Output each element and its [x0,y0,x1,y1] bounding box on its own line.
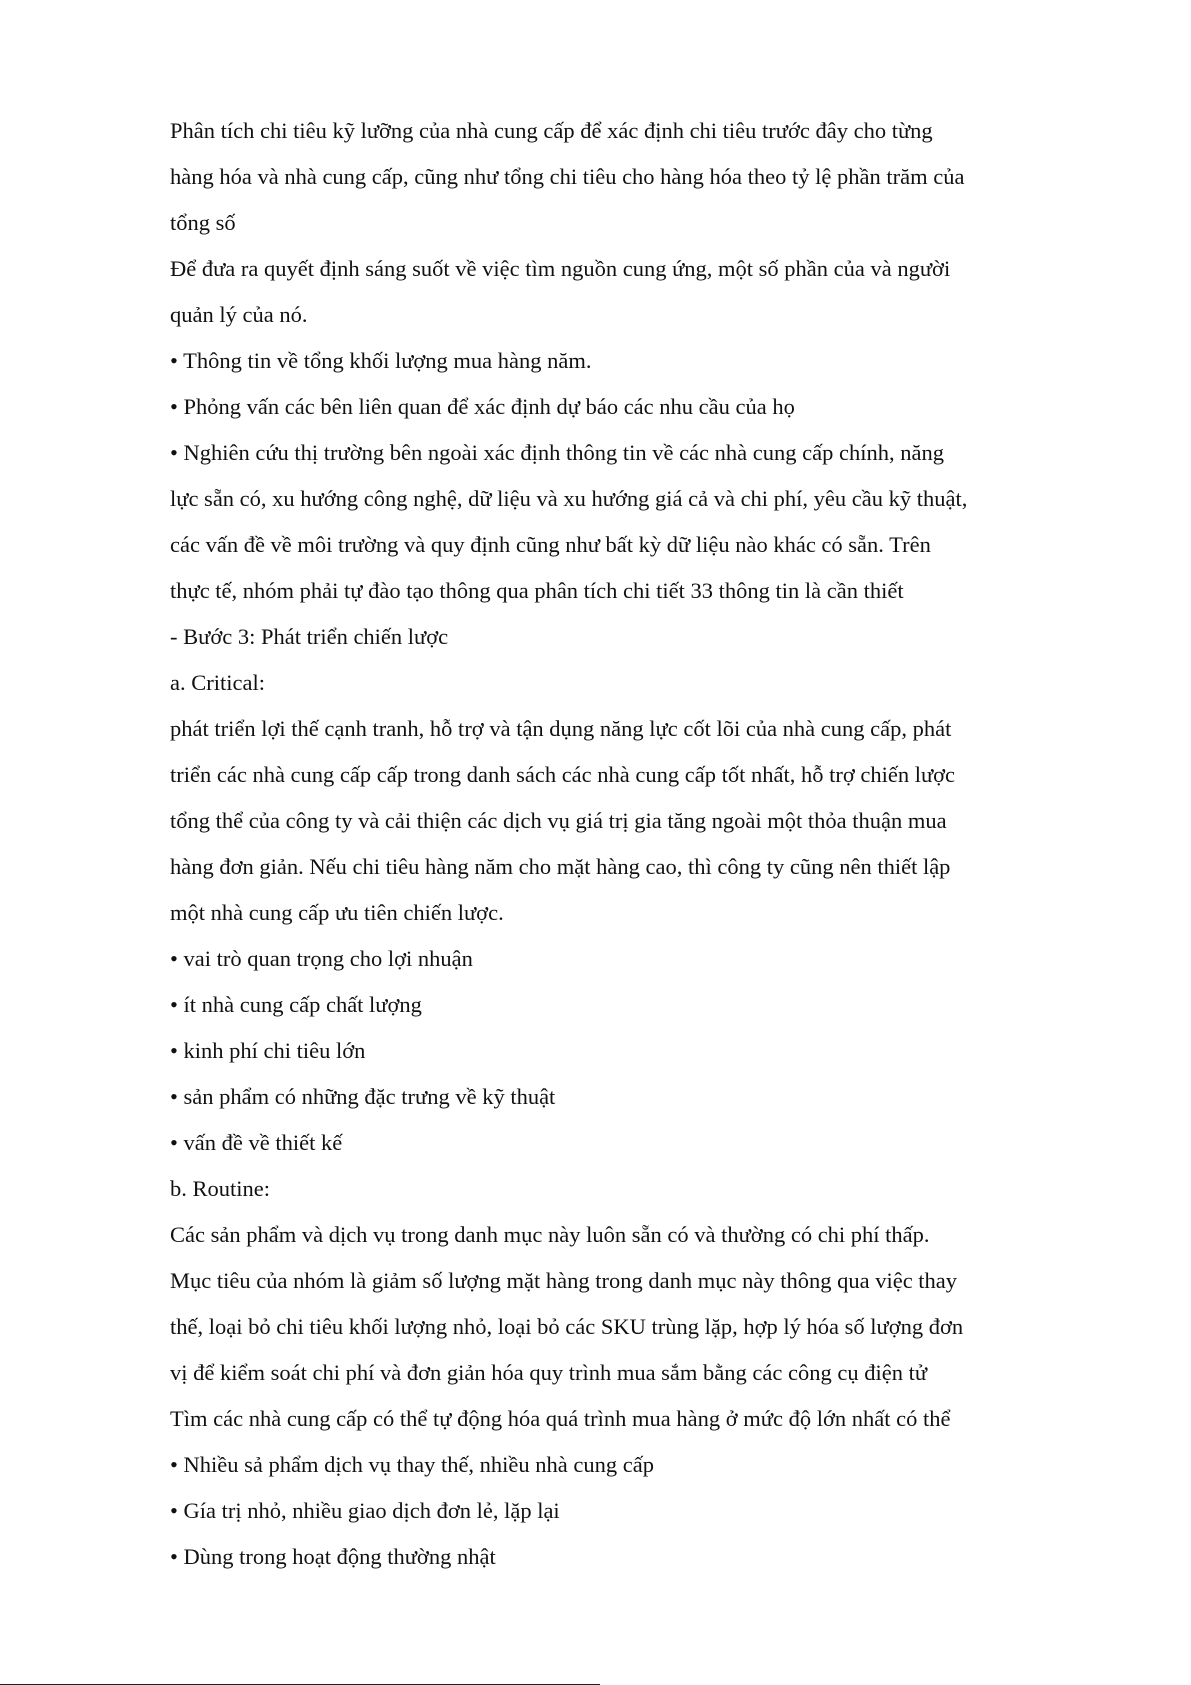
bullet-item: • Nhiều sả phẩm dịch vụ thay thế, nhiều nhà cung cấp [170,1452,654,1477]
document-body [170,108,1030,1580]
body-line: vị để kiểm soát chi phí và đơn giản hóa quy trình mua sắm bằng các công cụ điện tử [170,1360,928,1385]
body-line: Phân tích chi tiêu kỹ lưỡng của nhà cung cấp để xác định chi tiêu trước đây cho từng [170,118,933,143]
bullet-item: • kinh phí chi tiêu lớn [170,1038,366,1063]
bullet-item: • Thông tin về tổng khối lượng mua hàng năm. [170,348,592,373]
body-line: thế, loại bỏ chi tiêu khối lượng nhỏ, loại bỏ các SKU trùng lặp, hợp lý hóa số lượng đơn [170,1314,964,1339]
body-line: hàng đơn giản. Nếu chi tiêu hàng năm cho mặt hàng cao, thì công ty cũng nên thiết lập [170,854,951,879]
body-line: hàng hóa và nhà cung cấp, cũng như tổng chi tiêu cho hàng hóa theo tỷ lệ phần trăm của [170,164,965,189]
bullet-item: • ít nhà cung cấp chất lượng [170,992,422,1017]
bullet-item: • Nghiên cứu thị trường bên ngoài xác định thông tin về các nhà cung cấp chính, năng [170,440,944,465]
body-line: thực tế, nhóm phải tự đào tạo thông qua phân tích chi tiết 33 thông tin là cần thiết [170,578,904,603]
body-line: Các sản phẩm và dịch vụ trong danh mục này luôn sẵn có và thường có chi phí thấp. [170,1222,930,1247]
body-line: quản lý của nó. [170,302,308,327]
bullet-item: • vấn đề về thiết kế [170,1130,343,1155]
bullet-item: • Gía trị nhỏ, nhiều giao dịch đơn lẻ, lặp lại [170,1498,560,1523]
section-heading-routine: b. Routine: [170,1176,270,1201]
body-line: các vấn đề về môi trường và quy định cũng như bất kỳ dữ liệu nào khác có sẵn. Trên [170,532,931,557]
body-line: Tìm các nhà cung cấp có thể tự động hóa quá trình mua hàng ở mức độ lớn nhất có thể [170,1406,951,1431]
body-line: tổng thể của công ty và cải thiện các dịch vụ giá trị gia tăng ngoài một thỏa thuận mua [170,808,947,833]
body-line: Mục tiêu của nhóm là giảm số lượng mặt hàng trong danh mục này thông qua việc thay [170,1268,958,1293]
body-line: phát triển lợi thế cạnh tranh, hỗ trợ và tận dụng năng lực cốt lõi của nhà cung cấp, phát [170,716,952,741]
bullet-item: • sản phẩm có những đặc trưng về kỹ thuật [170,1084,556,1109]
bullet-item: • Dùng trong hoạt động thường nhật [170,1544,496,1569]
body-line: một nhà cung cấp ưu tiên chiến lược. [170,900,504,925]
body-line: Để đưa ra quyết định sáng suốt về việc tìm nguồn cung ứng, một số phần của và người [170,256,951,281]
body-line: triển các nhà cung cấp cấp trong danh sách các nhà cung cấp tốt nhất, hỗ trợ chiến lược [170,762,956,787]
body-line: tổng số [170,210,236,235]
bullet-item: • Phỏng vấn các bên liên quan để xác định dự báo các nhu cầu của họ [170,394,795,419]
bullet-item: • vai trò quan trọng cho lợi nhuận [170,946,473,971]
section-heading-critical: a. Critical: [170,670,265,695]
body-line: lực sẵn có, xu hướng công nghệ, dữ liệu và xu hướng giá cả và chi phí, yêu cầu kỹ thuật, [170,486,968,511]
step-heading: - Bước 3: Phát triển chiến lược [170,624,449,649]
